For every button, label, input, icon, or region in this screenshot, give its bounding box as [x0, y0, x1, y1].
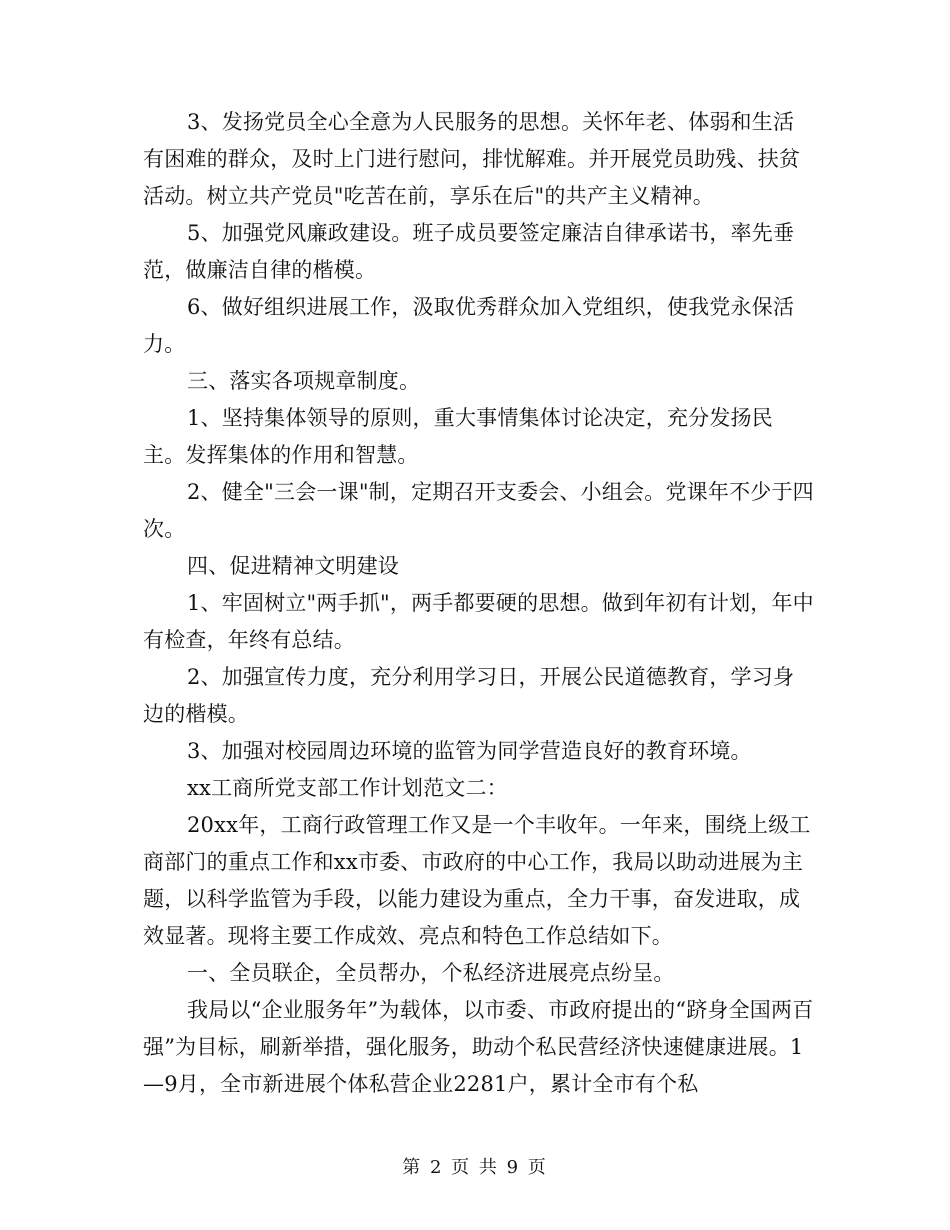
paragraph-clean-governance: 5、加强党风廉政建设。班子成员要签定廉洁自律承诺书，率先垂范，做廉洁自律的楷模。 — [143, 221, 795, 282]
document-body — [143, 104, 815, 1103]
paragraph-collective-leadership: 1、坚持集体领导的原则，重大事情集体讨论决定，充分发扬民主。发挥集体的作用和智慧。 — [143, 406, 773, 467]
paragraph-service-spirit: 3、发扬党员全心全意为人民服务的思想。关怀年老、体弱和生活有困难的群众，及时上门进行慰问，排忧解难。并开展党员助残、扶贫活动。树立共产党员"吃苦在前，享乐在后"的共产主义精神。 — [143, 110, 801, 208]
section-heading-rules: 三、落实各项规章制度。 — [187, 369, 421, 393]
paragraph-two-hands: 1、牢固树立"两手抓"，两手都要硬的思想。做到年初有计划，年中有检查，年终有总结。 — [143, 591, 814, 652]
paragraph-organization-development: 6、做好组织进展工作，汲取优秀群众加入党组织，使我党永保活力。 — [143, 295, 795, 356]
paragraph-enterprise-service-year: 我局以“企业服务年”为载体，以市委、市政府提出的“跻身全国两百强”为目标，刷新举措，强化服务，助动个私民营经济快速健康进展。1—9月，全市新进展个体私营企业2281户，累计全市有个私 — [143, 998, 814, 1096]
section-heading-enterprise-help: 一、全员联企，全员帮办，个私经济进展亮点纷呈。 — [187, 961, 675, 985]
paragraph-campus-environment: 3、加强对校园周边环境的监管为同学营造良好的教育环境。 — [187, 739, 752, 763]
paragraph-publicity: 2、加强宣传力度，充分利用学习日，开展公民道德教育，学习身边的楷模。 — [143, 665, 795, 726]
subtitle-example-two: xx工商所党支部工作计划范文二： — [187, 776, 508, 800]
paragraph-three-meetings: 2、健全"三会一课"制，定期召开支委会、小组会。党课年不少于四次。 — [143, 480, 814, 541]
page-number-footer: 第 2 页 共 9 页 — [402, 1157, 548, 1178]
section-heading-civilization: 四、促进精神文明建设 — [187, 554, 399, 578]
paragraph-annual-summary: 20xx年，工商行政管理工作又是一个丰收年。一年来，围绕上级工商部门的重点工作和xx市委、市政府的中心工作，我局以助动进展为主题，以科学监管为手段，以能力建设为重点，全力干事，奋发进取，成效显著。现将主要工作成效、亮点和特色工作总结如下。 — [143, 813, 811, 948]
